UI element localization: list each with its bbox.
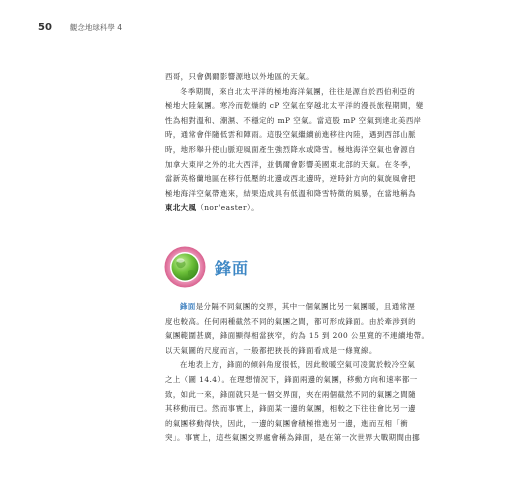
page-number: 50 [38,22,52,33]
page-header [38,22,122,36]
text-line: 之上（圖 14.4）。在理想情況下，鋒面兩邊的氣團，移動方向和速率都一 [165,374,418,384]
text-line: 當新英格蘭地區在移行低壓的北邊或西北邊時，逆時針方向的氣旋風會把 [165,174,416,184]
text-line: 的氣團移動得快，因此，一邊的氣團會積極推進另一邊，進而互相「衝 [165,418,409,428]
text-line: 加拿大東岸之外的北大西洋，並偶爾會影響美國東北部的天氣。在冬季， [165,159,416,169]
text-line: 時，地形舉升使山脈迎風面產生強烈降水或降雪。極地海洋空氣也會源自 [165,144,416,154]
text-line: 度也較高。任何兩種截然不同的氣團之間，都可形成鋒面。由於牽涉到的 [165,316,416,326]
text-fragment: 是分隔不同氣團的交界，其中一個氣團比另一氣團暖，且通常溼 [195,302,416,311]
term-noreaster: 東北大風 [165,203,197,213]
book-title: 觀念地球科學 4 [69,23,123,32]
text-line: 西哥，只會偶爾影響源地以外地區的天氣。 [165,72,314,81]
text-line: 致，如此一來，鋒面就只是一個交界面，夾在兩個截然不同的氣團之間隨 [165,389,416,399]
text-line: 性為相對溫和、潮濕、不穩定的 mP 空氣。當這股 mP 空氣到達北美西岸 [165,115,422,125]
text-line: 突」。事實上，這些氣團交界處會稱為鋒面，是在第一次世界大戰期間由挪 [165,433,421,443]
text-line: 時，通常會伴隨低雲和陣雨。這股空氣繼續前進移往內陸，遇到西部山脈 [165,130,416,140]
text-line [165,300,483,315]
section-fronts-text [165,300,483,446]
text-line: 極地大陸氣團。寒冷而乾燥的 cP 空氣在穿越北太平洋的漫長旅程期間，變 [165,101,424,111]
text-line: 氣團範圍甚廣，鋒面顯得相當狹窄，約為 15 到 200 公里寬的不連續地帶。 [165,331,430,341]
term-front: 鋒面 [180,302,196,311]
section-title: 鋒面 [215,258,250,278]
text-line: 其移動而已。然而事實上，鋒面某一邊的氣團，相較之下往往會比另一邊 [165,404,416,414]
globe-icon [164,246,206,288]
text-fragment: （nor'easter）。 [196,203,259,213]
text-line: 冬季期間，來自北太平洋的極地海洋氣團，往往是源自於西伯利亞的 [180,86,416,96]
section-air-masses-text [165,70,483,216]
text-line [165,201,483,216]
text-line: 以天氣圖的尺度而言，一般都把狹長的鋒面看成是一條寬線。 [165,345,377,355]
text-line: 極地海洋空氣帶進來，結果造成具有低溫和降雪特徵的風暴，在當地稱為 [165,188,416,198]
section-heading [164,246,249,288]
text-line: 在地表上方，鋒面的傾斜角度很低，因此較暖空氣可凌駕於較冷空氣 [180,360,416,370]
